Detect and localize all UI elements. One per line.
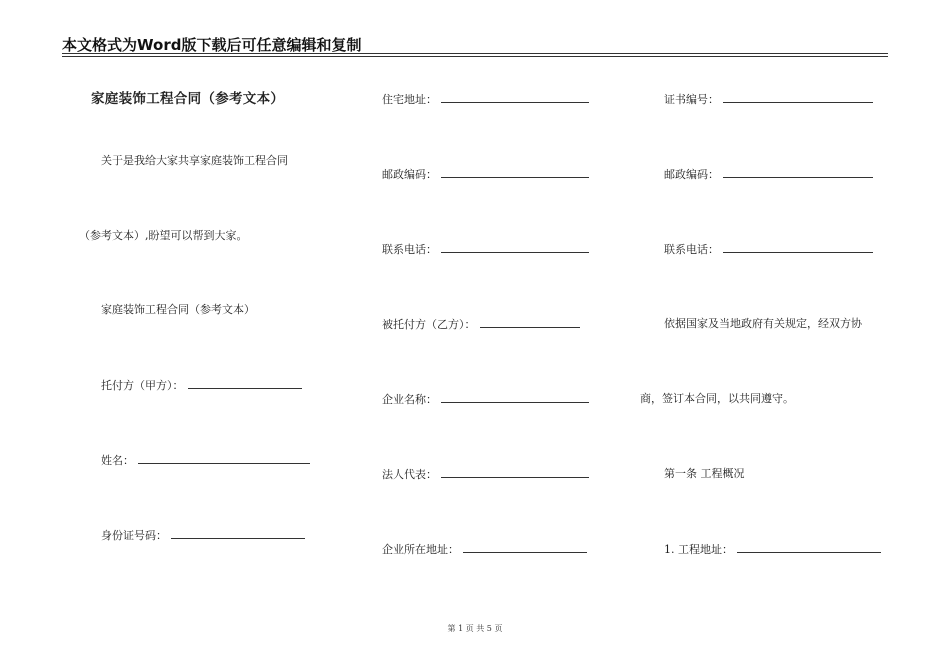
article-1-heading: 第一条 工程概况 [664, 467, 745, 480]
contractor-blank[interactable] [480, 317, 580, 328]
zip-label-right: 邮政编码： [664, 168, 719, 181]
zip-field-right [664, 167, 873, 182]
contractor-field [382, 317, 580, 332]
idno-label: 身份证号码： [101, 529, 167, 542]
legal-rep-field [382, 467, 589, 482]
phone-field-right [664, 242, 873, 257]
page-number: 第 1 页 共 5 页 [447, 624, 503, 633]
phone-blank-middle[interactable] [441, 242, 589, 253]
contract-title: 家庭装饰工程合同（参考文本） [91, 91, 285, 107]
name-field [101, 453, 310, 468]
address-field [382, 92, 589, 107]
phone-label-middle: 联系电话： [382, 243, 437, 256]
company-blank[interactable] [441, 392, 589, 403]
zip-label-middle: 邮政编码： [382, 168, 437, 181]
intro-line-2: （参考文本）,盼望可以帮到大家。 [79, 229, 248, 242]
phone-field-middle [382, 242, 589, 257]
intro-line-1: 关于是我给大家共享家庭装饰工程合同 [101, 154, 288, 167]
cert-blank[interactable] [723, 92, 873, 103]
idno-field [101, 528, 305, 543]
client-blank[interactable] [188, 378, 302, 389]
idno-blank[interactable] [171, 528, 305, 539]
legal-rep-blank[interactable] [441, 467, 589, 478]
company-addr-field [382, 542, 587, 557]
phone-label-right: 联系电话： [664, 243, 719, 256]
contract-subtitle: 家庭装饰工程合同（参考文本） [101, 303, 255, 316]
basis-line-1: 依据国家及当地政府有关规定，经双方协 [664, 317, 862, 330]
zip-blank-right[interactable] [723, 167, 873, 178]
company-addr-blank[interactable] [463, 542, 587, 553]
zip-blank-middle[interactable] [441, 167, 589, 178]
legal-rep-label: 法人代表： [382, 468, 437, 481]
name-blank[interactable] [138, 453, 310, 464]
project-address-blank[interactable] [737, 542, 881, 553]
project-address-label: 1. 工程地址： [664, 543, 733, 556]
address-label: 住宅地址： [382, 93, 437, 106]
basis-line-2: 商，签订本合同，以共同遵守。 [640, 392, 794, 405]
address-blank[interactable] [441, 92, 589, 103]
client-field [101, 378, 302, 393]
cert-label: 证书编号： [664, 93, 719, 106]
zip-field-middle [382, 167, 589, 182]
company-field [382, 392, 589, 407]
phone-blank-right[interactable] [723, 242, 873, 253]
header-rule-top [62, 53, 888, 54]
contractor-label: 被托付方（乙方）： [382, 318, 476, 331]
header-rule-bottom [62, 56, 888, 57]
cert-field [664, 92, 873, 107]
company-addr-label: 企业所在地址： [382, 543, 459, 556]
document-header: 本文格式为Word版下载后可任意编辑和复制 [62, 36, 362, 54]
name-label: 姓名： [101, 454, 134, 467]
project-address-field [664, 542, 881, 557]
company-label: 企业名称： [382, 393, 437, 406]
client-label: 托付方（甲方）： [101, 379, 184, 392]
